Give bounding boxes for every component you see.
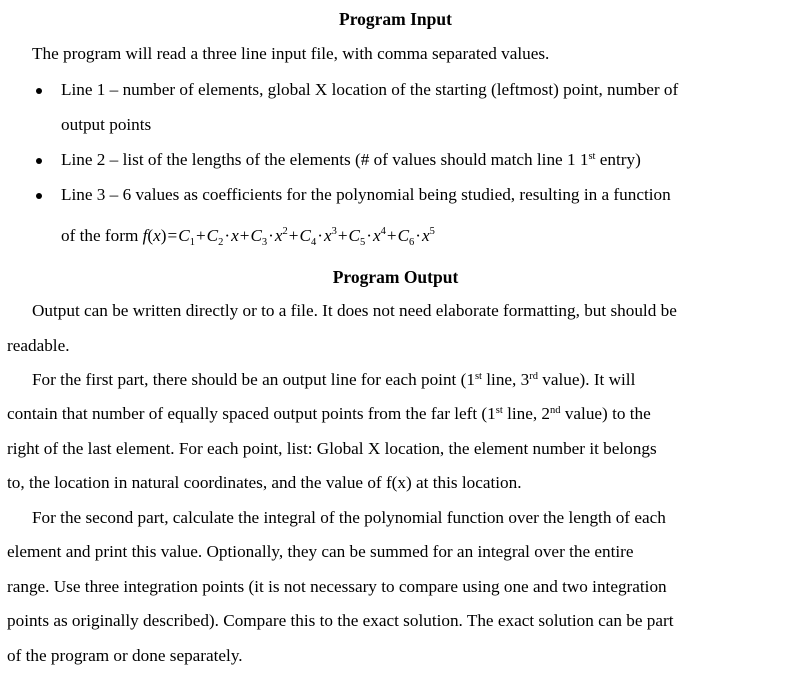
input-intro-text: The program will read a three line input file, with comma separated values. xyxy=(32,44,550,63)
polynomial-formula: $f(x)=C_1+C_2\cdot x+C_3\cdot x^2+C_4\cdot x^3+C_5\cdot x^4+C_6\cdot x^5$ xyxy=(142,226,435,248)
bullet-icon xyxy=(36,158,42,164)
bullet-icon xyxy=(36,193,42,199)
output-paragraph-3: For the second part, calculate the integral of the polynomial function over the length of each xyxy=(32,508,666,527)
program-output-heading: Program Output xyxy=(332,267,459,287)
bullet-3-text: Line 3 – 6 values as coefficients for the polynomial being studied, resulting in a function xyxy=(61,185,671,204)
bullet-1-text-continued: output points xyxy=(61,115,152,134)
bullet-2-text: Line 2 – list of the lengths of the elements (# of values should match line 1 1st entry) xyxy=(61,150,641,169)
output-paragraph-2-line-2: contain that number of equally spaced output points from the far left (1st line, 2nd value) to the xyxy=(7,404,651,423)
bullet-3-text-continued: of the form $f(x)=C_1+C_2\cdot x+C_3\cdot x^2+C_4\cdot x^3+C_5\cdot x^4+C_6\cdot x^5$ xyxy=(61,226,435,248)
output-paragraph-3-line-2: element and print this value. Optionally, they can be summed for an integral over the entire xyxy=(7,542,634,561)
bullet-icon xyxy=(36,88,42,94)
output-paragraph-3-line-3: range. Use three integration points (it is not necessary to compare using one and two integration xyxy=(7,577,667,596)
output-paragraph-1: Output can be written directly or to a file. It does not need elaborate formatting, but should be xyxy=(32,301,677,320)
output-paragraph-1-continued: readable. xyxy=(7,336,70,355)
output-paragraph-2-line-4: to, the location in natural coordinates, and the value of f(x) at this location. xyxy=(7,473,522,492)
program-input-heading: Program Input xyxy=(339,9,452,29)
output-paragraph-3-line-5: of the program or done separately. xyxy=(7,646,243,665)
output-paragraph-3-line-4: points as originally described). Compare this to the exact solution. The exact solution can be part xyxy=(7,611,674,630)
output-paragraph-2-line-3: right of the last element. For each point, list: Global X location, the element number it belongs xyxy=(7,439,657,458)
output-paragraph-2: For the first part, there should be an output line for each point (1st line, 3rd value). It will xyxy=(32,370,636,389)
bullet-1-text: Line 1 – number of elements, global X location of the starting (leftmost) point, number of xyxy=(61,80,679,99)
